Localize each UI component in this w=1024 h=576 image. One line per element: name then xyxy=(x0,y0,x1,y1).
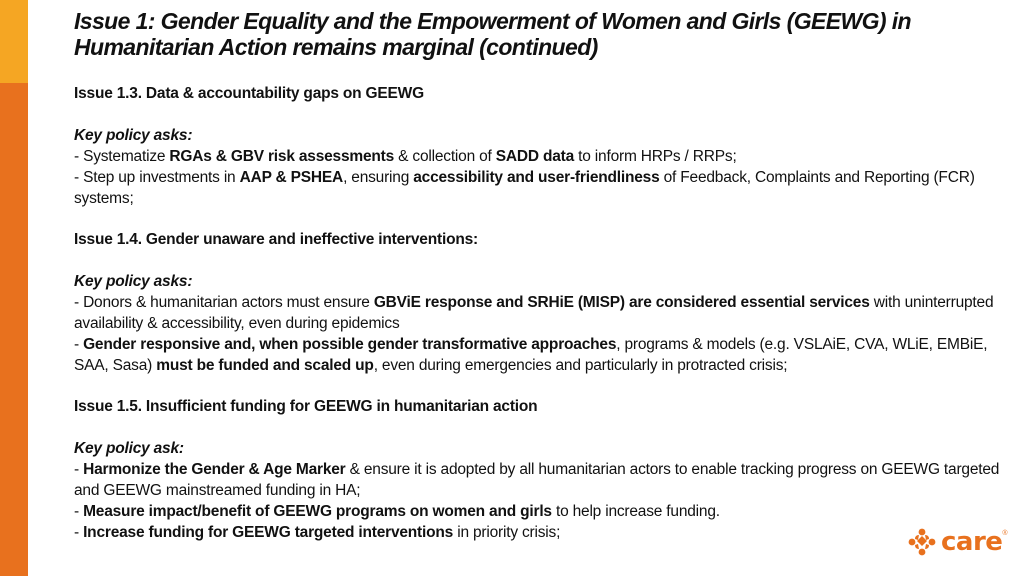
issue-1-3-heading: Issue 1.3. Data & accountability gaps on GEEWG xyxy=(74,85,424,102)
issue-1-4-asks-heading: Key policy asks: xyxy=(74,273,193,290)
issue-1-3-asks-heading: Key policy asks: xyxy=(74,127,193,144)
slide-title xyxy=(74,8,1004,60)
issue-1-4-section xyxy=(74,229,1004,376)
care-figures-icon xyxy=(906,526,938,558)
issue-1-3-bullet-1: - Systematize RGAs & GBV risk assessments & collection of SADD data to inform HRPs / RRPs; xyxy=(74,148,737,165)
title-line-1: Issue 1: Gender Equality and the Empowerment of Women and Girls (GEEWG) in xyxy=(74,8,911,34)
issue-1-5-section xyxy=(74,396,1004,543)
issue-1-5-asks-heading: Key policy ask: xyxy=(74,440,184,457)
issue-1-4-bullet-1: - Donors & humanitarian actors must ensure GBViE response and SRHiE (MISP) are considered essential services with uninterrupted availability & accessibility, even during epidemics xyxy=(74,294,994,332)
accent-bar-bottom xyxy=(0,83,28,576)
issue-1-4-bullet-2: - Gender responsive and, when possible gender transformative approaches, programs & models (e.g. VSLAiE, CVA, WLiE, EMBiE, SAA, Sasa) must be funded and scaled up, even during emergencies and particularly in protracted crisis; xyxy=(74,336,988,374)
issue-1-5-bullet-1: - Harmonize the Gender & Age Marker & ensure it is adopted by all humanitarian actors to enable tracking progress on GEEWG targeted and GEEWG mainstreamed funding in HA; xyxy=(74,461,1000,499)
issue-1-4-heading: Issue 1.4. Gender unaware and ineffective interventions: xyxy=(74,231,478,248)
issue-1-5-bullet-2: - Measure impact/benefit of GEEWG programs on women and girls to help increase funding. xyxy=(74,503,720,520)
issue-1-3-bullet-2: - Step up investments in AAP & PSHEA, ensuring accessibility and user-friendliness of Feedback, Complaints and Reporting (FCR) systems; xyxy=(74,169,975,207)
slide-content xyxy=(74,8,1004,543)
registered-mark: ® xyxy=(1002,530,1008,537)
issue-1-5-bullet-3: - Increase funding for GEEWG targeted interventions in priority crisis; xyxy=(74,524,561,541)
issue-1-5-heading: Issue 1.5. Insufficient funding for GEEWG in humanitarian action xyxy=(74,398,538,415)
care-logo xyxy=(906,524,1010,560)
issue-1-3-section xyxy=(74,83,1004,209)
care-logo-text: care xyxy=(941,527,1003,557)
title-line-2: Humanitarian Action remains marginal (continued) xyxy=(74,34,598,60)
accent-bar-top xyxy=(0,0,28,83)
